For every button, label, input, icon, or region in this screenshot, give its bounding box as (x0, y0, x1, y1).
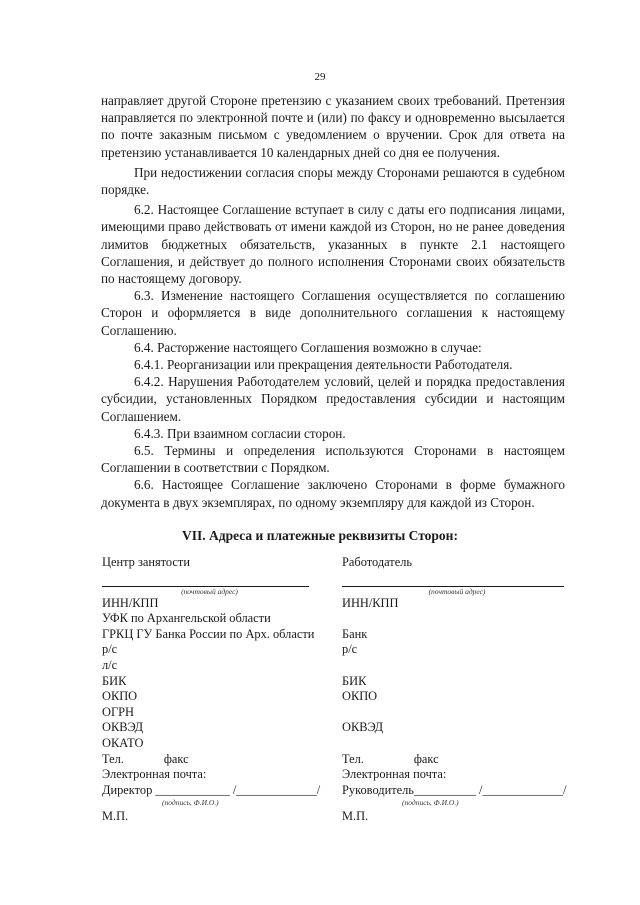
rs-label: р/с (102, 642, 118, 657)
head-signature-line: Руководитель__________ /_____________/ (342, 782, 567, 797)
inn-kpp-label: ИНН/КПП (342, 595, 399, 610)
bik-label: БИК (102, 673, 127, 688)
paragraph-6-4-2: 6.4.2. Нарушения Работодателем условий, целей и порядка предоставления субсидии, установленных Порядком предоставления субсидии и настоящим Соглашением. (101, 374, 565, 424)
ogrn-label: ОГРН (102, 704, 134, 719)
spacer (342, 705, 572, 721)
okpo-label: ОКПО (342, 689, 378, 704)
phone-fax-row (102, 752, 317, 768)
phone-label: Тел. (342, 751, 364, 766)
fax-label: факс (413, 751, 439, 766)
employer-details (342, 555, 572, 825)
bik-label: БИК (342, 673, 367, 688)
address-caption: (почтовый адрес) (181, 586, 238, 596)
okpo-label: ОКПО (102, 689, 138, 704)
ls-label: л/с (102, 657, 118, 672)
inn-kpp-label: ИНН/КПП (102, 595, 159, 610)
spacer (342, 658, 572, 674)
address-caption: (почтовый адрес) (428, 586, 486, 596)
paragraph-6-4-1: 6.4.1. Реорганизации или прекращения деятельности Работодателя. (134, 357, 513, 373)
stamp-place-label: М.П. (102, 809, 129, 824)
rs-label: р/с (342, 642, 358, 657)
email-label: Электронная почта: (342, 767, 447, 782)
signature-caption: (подпись, Ф.И.О.) (162, 798, 219, 808)
paragraph-6-4-3: 6.4.3. При взаимном согласии сторон. (134, 425, 346, 441)
paragraph-6-4: 6.4. Расторжение настоящего Соглашения возможно в случае: (134, 339, 482, 355)
stamp-place-label: М.П. (342, 809, 369, 824)
phone-fax-row (342, 752, 572, 768)
spacer (342, 736, 572, 752)
spacer (342, 611, 572, 627)
bank-label: Банк (342, 626, 368, 641)
email-label: Электронная почта: (102, 767, 207, 782)
paragraph-6-2: 6.2. Настоящее Соглашение вступает в силу с даты его подписания лицами, имеющими право действовать от имени каждой из Сторон, но не ранее доведения лимитов бюджетных обязательств, указанных в пункте 2.1 настоящего Соглашения, и действует до полного исполнения Сторонами своих обязательств по настоящему договору. (101, 202, 565, 287)
left-heading: Центр занятости (102, 555, 190, 569)
director-signature-line: Директор ____________ /_____________/ (102, 782, 321, 797)
agreement-body (101, 92, 565, 511)
paragraph-disputes: При недостижении согласия споры между Сторонами решаются в судебном порядке. (101, 164, 565, 198)
phone-label: Тел. (102, 751, 124, 766)
okato-label: ОКАТО (102, 735, 144, 750)
section-title: VII. Адреса и платежные реквизиты Сторон: (182, 528, 458, 543)
okved-label: ОКВЭД (102, 720, 144, 735)
signature-caption: (подпись, Ф.И.О.) (402, 798, 459, 808)
paragraph-claim: направляет другой Стороне претензию с указанием своих требований. Претензия направляется по электронной почте и (или) по факсу и одновременно высылается по почте заказным письмом с уведомлением о вручении. Срок для ответа на претензию устанавливается 10 календарных дней со дня ее получения. (101, 93, 565, 160)
employment-center-details (102, 555, 321, 825)
grkc-label: ГРКЦ ГУ Банка России по Арх. области (102, 626, 315, 641)
paragraph-6-6: 6.6. Настоящее Соглашение заключено Сторонами в форме бумажного документа в двух экземплярах, по одному экземпляру для каждой из Сторон. (101, 477, 565, 510)
ufk-label: УФК по Архангельской области (102, 611, 271, 626)
okved-label: ОКВЭД (342, 720, 384, 735)
paragraph-6-3: 6.3. Изменение настоящего Соглашения осуществляется по соглашению Сторон и оформляется в виде дополнительного соглашения к настоящему Соглашению. (101, 288, 565, 338)
fax-label: факс (163, 751, 189, 766)
right-heading: Работодатель (342, 555, 413, 569)
paragraph-6-5: 6.5. Термины и определения используются Сторонами в настоящем Соглашении в соответствии с Порядком. (101, 443, 565, 476)
page-number: 29 (314, 71, 326, 83)
